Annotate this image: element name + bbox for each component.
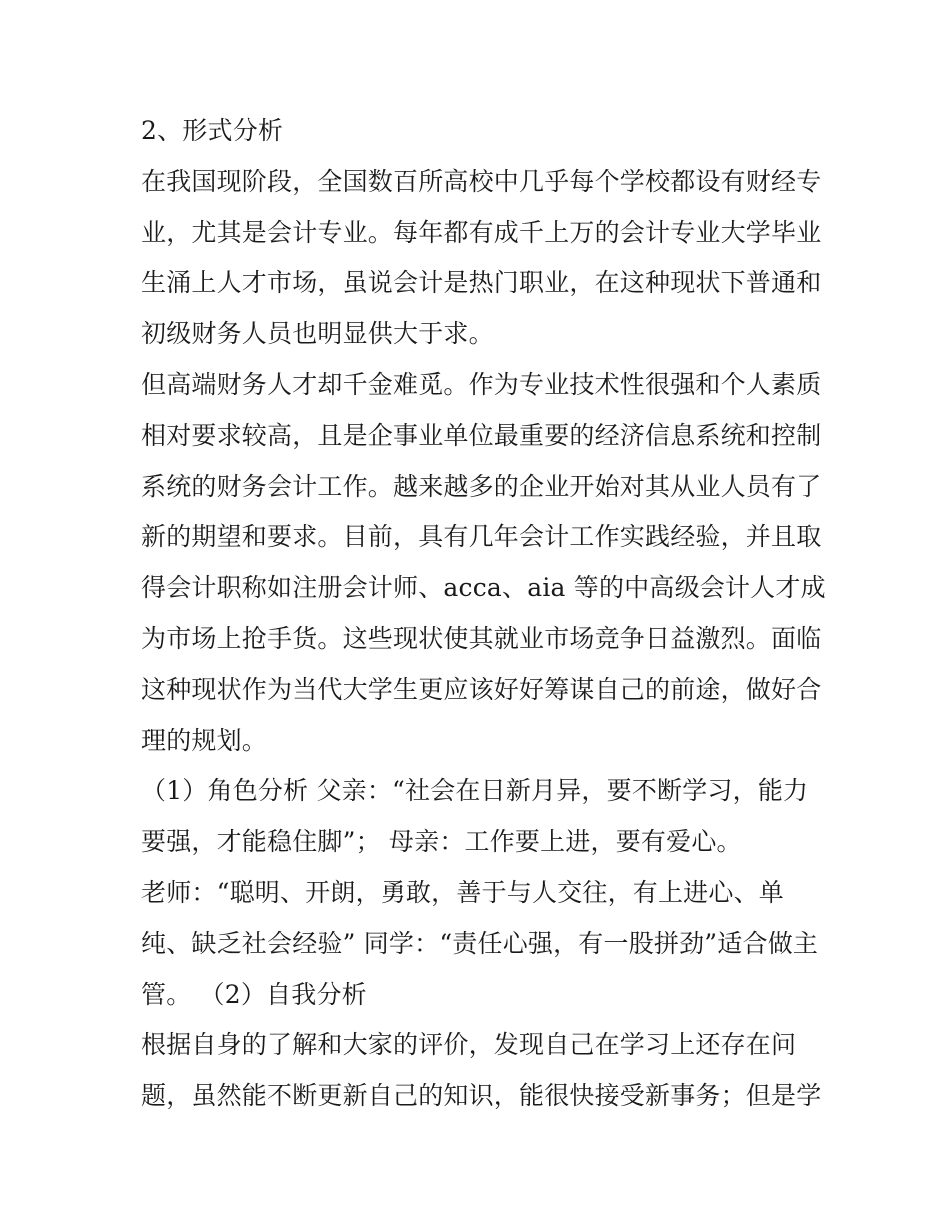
paragraph-line: 生涌上人才市场，虽说会计是热门职业，在这种现状下普通和 (141, 268, 822, 298)
document-body (141, 106, 826, 1122)
paragraph-line: （1）角色分析 父亲：“社会在日新月异，要不断学习，能力 (141, 776, 809, 806)
paragraph-line: 在我国现阶段，全国数百所高校中几乎每个学校都设有财经专 (141, 166, 822, 196)
paragraph-line: 这种现状作为当代大学生更应该好好筹谋自己的前途，做好合 (141, 674, 822, 704)
paragraph-line: 理的规划。 (141, 725, 268, 755)
paragraph-line: 管。 （2）自我分析 (141, 979, 367, 1009)
paragraph-line: 系统的财务会计工作。越来越多的企业开始对其从业人员有了 (141, 471, 822, 501)
paragraph-line: 新的期望和要求。目前，具有几年会计工作实践经验，并且取 (141, 522, 822, 552)
section-heading: 2、形式分析 (141, 116, 284, 145)
paragraph-line: 根据自身的了解和大家的评价，发现自己在学习上还存在问 (141, 1030, 797, 1060)
paragraph-line: 为市场上抢手货。这些现状使其就业市场竞争日益激烈。面临 (141, 623, 822, 653)
paragraph-line: 纯、缺乏社会经验” 同学：“责任心强，有一股拼劲”适合做主 (141, 928, 819, 958)
paragraph-line: 初级财务人员也明显供大于求。 (141, 319, 494, 349)
paragraph-line: 业，尤其是会计专业。每年都有成千上万的会计专业大学毕业 (141, 217, 822, 247)
paragraph-line: 得会计职称如注册会计师、acca、aia 等的中高级会计人才成 (141, 573, 826, 603)
paragraph-line: 题，虽然能不断更新自己的知识，能很快接受新事务；但是学 (141, 1081, 822, 1111)
paragraph-line: 但高端财务人才却千金难觅。作为专业技术性很强和个人素质 (141, 369, 822, 399)
paragraph-line: 相对要求较高，且是企事业单位最重要的经济信息系统和控制 (141, 420, 822, 450)
paragraph-line: 要强，才能稳住脚”； 母亲：工作要上进，要有爱心。 (141, 827, 742, 857)
paragraph-line: 老师：“聪明、开朗，勇敢，善于与人交往，有上进心、单 (141, 877, 784, 907)
